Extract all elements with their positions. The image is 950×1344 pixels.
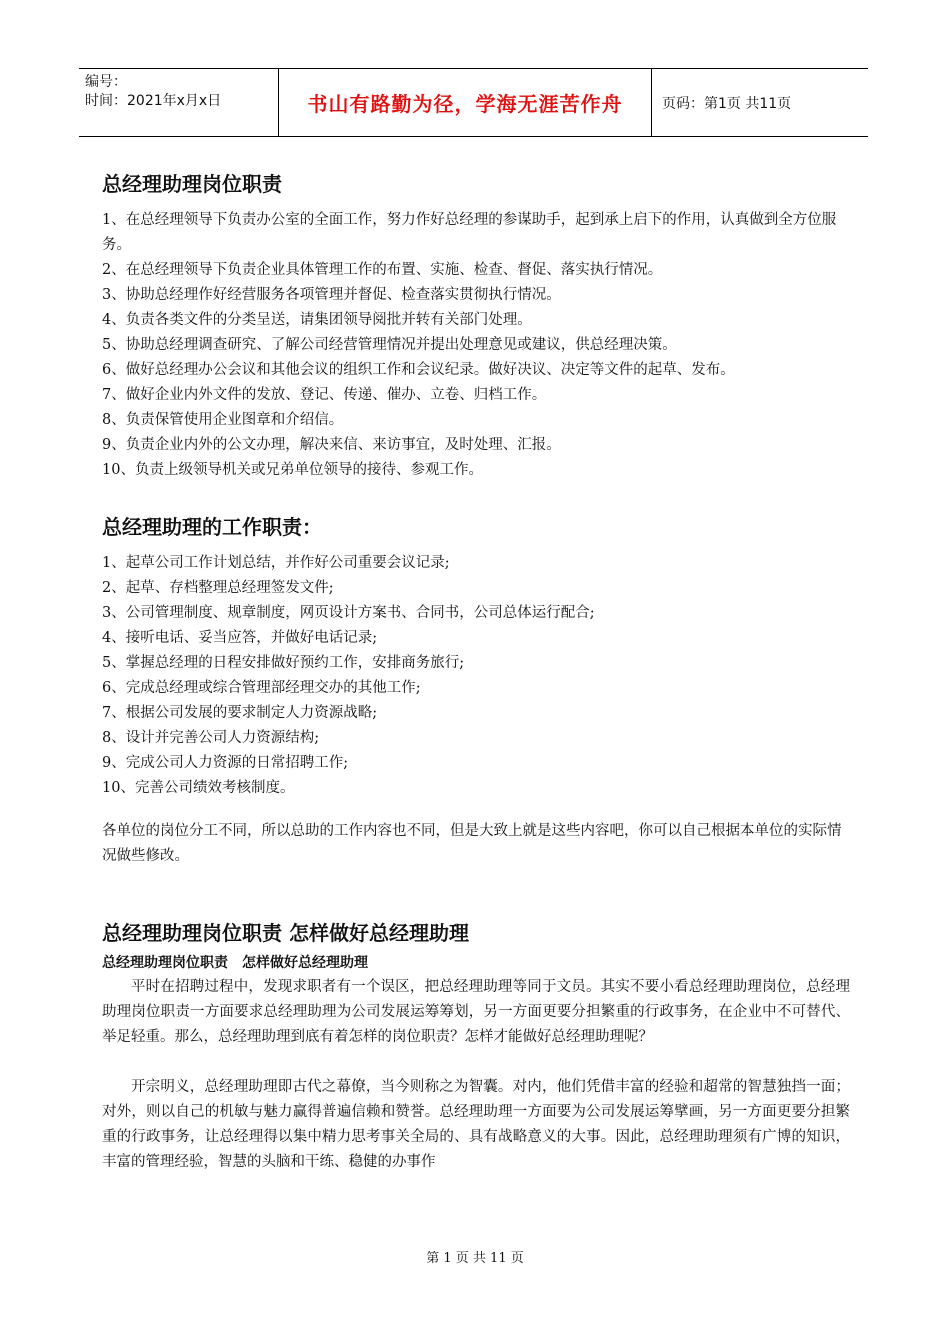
list-item: 7、做好企业内外文件的发放、登记、传递、催办、立卷、归档工作。 — [102, 387, 547, 403]
list-item: 10、完善公司绩效考核制度。 — [102, 780, 295, 796]
document-header — [79, 68, 868, 137]
list-item: 2、起草、存档整理总经理签发文件; — [102, 580, 334, 596]
document-body — [102, 170, 850, 1175]
list-item: 3、公司管理制度、规章制度，网页设计方案书、合同书，公司总体运行配合; — [102, 605, 595, 621]
body-paragraph: 平时在招聘过程中，发现求职者有一个误区，把总经理助理等同于文员。其实不要小看总经理助理岗位，总经理助理岗位职责一方面要求总经理助理为公司发展运筹筹划，另一方面更要分担繁重的行政事务，在企业中不可替代、举足轻重。那么，总经理助理到底有着怎样的岗位职责？怎样才能做好总经理助理呢？ — [102, 979, 850, 1045]
header-page-cell — [652, 69, 868, 136]
list-item: 2、在总经理领导下负责企业具体管理工作的布置、实施、检查、督促、落实执行情况。 — [102, 262, 663, 278]
page-info: 页码：第1页 共11页 — [662, 95, 792, 112]
body-paragraph: 开宗明义，总经理助理即古代之幕僚，当今则称之为智囊。对内，他们凭借丰富的经验和超常的智慧独挡一面；对外，则以自己的机敏与魅力赢得普遍信赖和赞誉。总经理助理一方面要为公司发展运筹擘画，另一方面更要分担繁重的行政事务，让总经理得以集中精力思考事关全局的、具有战略意义的大事。因此，总经理助理须有广博的知识，丰富的管理经验，智慧的头脑和干练、稳健的办事作 — [102, 1079, 850, 1170]
header-motto-cell — [279, 69, 652, 136]
closing-note: 各单位的岗位分工不同，所以总助的工作内容也不同，但是大致上就是这些内容吧，你可以自己根据本单位的实际情况做些修改。 — [102, 823, 842, 864]
duty-list — [102, 208, 850, 483]
section-subtitle: 总经理助理岗位职责 怎样做好总经理助理 — [102, 955, 368, 971]
page-footer: 第 1 页 共 11 页 — [426, 1251, 524, 1266]
motto-text: 书山有路勤为径，学海无涯苦作舟 — [307, 92, 623, 116]
section-job-duties — [102, 170, 850, 483]
list-item: 4、负责各类文件的分类呈送，请集团领导阅批并转有关部门处理。 — [102, 312, 532, 328]
section-how-to — [102, 919, 850, 1175]
list-item: 6、做好总经理办公会议和其他会议的组织工作和会议纪录。做好决议、决定等文件的起草、发布。 — [102, 362, 735, 378]
list-item: 5、协助总经理调查研究、了解公司经营管理情况并提出处理意见或建议，供总经理决策。 — [102, 337, 677, 353]
list-item: 6、完成总经理或综合管理部经理交办的其他工作; — [102, 680, 421, 696]
list-item: 1、在总经理领导下负责办公室的全面工作，努力作好总经理的参谋助手，起到承上启下的作用，认真做到全方位服务。 — [102, 212, 837, 253]
list-item: 8、设计并完善公司人力资源结构; — [102, 730, 320, 746]
list-item: 10、负责上级领导机关或兄弟单位领导的接待、参观工作。 — [102, 462, 483, 478]
list-item: 9、负责企业内外的公文办理，解决来信、来访事宜，及时处理、汇报。 — [102, 437, 561, 453]
list-item: 1、起草公司工作计划总结，并作好公司重要会议记录; — [102, 555, 450, 571]
time-label: 时间：2021年x月x日 — [85, 93, 222, 109]
header-meta-cell — [79, 69, 279, 136]
section-title: 总经理助理的工作职责： — [102, 515, 322, 539]
number-label: 编号： — [85, 74, 127, 90]
list-item: 9、完成公司人力资源的日常招聘工作; — [102, 755, 349, 771]
list-item: 7、根据公司发展的要求制定人力资源战略; — [102, 705, 378, 721]
section-title: 总经理助理岗位职责 怎样做好总经理助理 — [102, 921, 469, 945]
work-duty-list — [102, 551, 850, 801]
list-item: 8、负责保管使用企业图章和介绍信。 — [102, 412, 344, 428]
list-item: 4、接听电话、妥当应答，并做好电话记录; — [102, 630, 378, 646]
list-item: 5、掌握总经理的日程安排做好预约工作，安排商务旅行; — [102, 655, 465, 671]
list-item: 3、协助总经理作好经营服务各项管理并督促、检查落实贯彻执行情况。 — [102, 287, 561, 303]
section-title: 总经理助理岗位职责 — [102, 172, 282, 196]
section-work-duties — [102, 513, 850, 869]
